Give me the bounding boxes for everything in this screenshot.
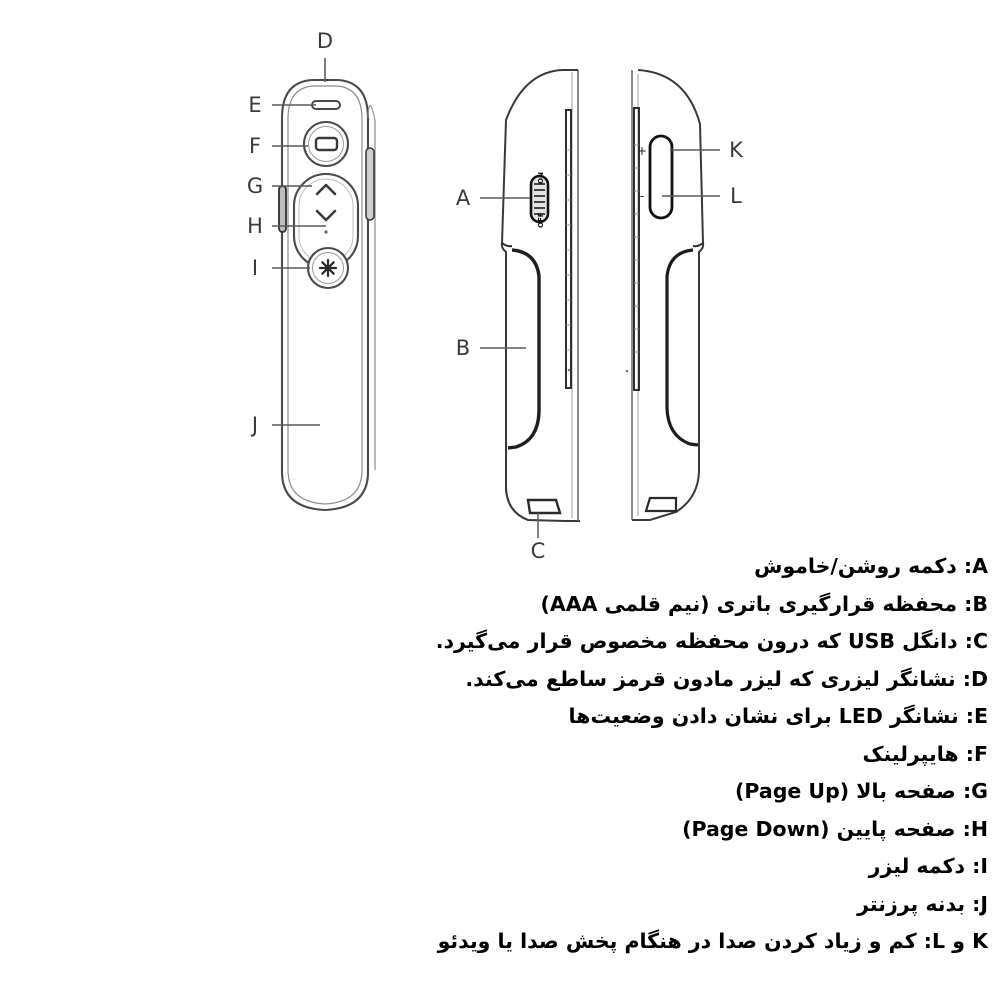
legend-item-kl: K و L: کم و زیاد کردن صدا در هنگام پخش صدا یا ویدئو [437,929,988,953]
callout-label-G: G [246,174,264,198]
volume-up-symbol: + [636,144,648,158]
legend-item-d: D: نشانگر لیزری که لیزر مادون قرمز ساطع می‌کند. [465,666,988,691]
back-view-group [626,70,744,520]
legend-item-b: B: محفظه قرارگیری باتری (نیم قلمی AAA) [540,591,988,616]
side-grip-strip [566,110,571,388]
legend-item-e: E: نشانگر LED برای نشان دادن وضعیت‌ها [568,704,988,728]
hyperlink-icon [316,138,337,150]
legend-item-g: G: صفحه بالا (Page Up) [735,779,988,803]
back-profile-notch [693,243,703,246]
legend-item-j: J: بدنه پرزنتر [857,891,988,916]
callout-label-D: D [316,29,334,53]
callout-label-A: A [455,186,471,210]
legend-item-a: A: دکمه روشن/خاموش [754,554,988,578]
callout-label-I: I [251,256,259,280]
power-switch-on-label: ON [537,172,545,184]
side-button-right[interactable] [366,148,374,220]
side-view-group [456,70,580,563]
back-battery-door [667,250,698,445]
callout-label-C: C [530,539,546,563]
callout-label-E: E [248,93,262,117]
legend-list [288,548,988,961]
callout-label-H: H [247,214,263,238]
back-dot-marker [626,370,629,373]
led-indicator [312,101,340,109]
front-view-group [247,29,375,510]
legend-item-i: I: دکمه لیزر [868,854,988,878]
volume-down-symbol: - [639,189,645,203]
callout-label-K: K [729,138,743,162]
side-dot-marker [568,369,571,372]
volume-rocker[interactable] [650,136,672,218]
callout-label-J: J [251,413,259,437]
battery-compartment [508,250,539,448]
back-usb-slot [646,498,676,511]
power-switch-off-label: OFF [537,212,545,228]
legend-item-c: C: دانگل USB که درون محفظه مخصوص قرار می‌گیرد. [435,629,988,653]
rocker-center-dot [324,230,327,233]
side-profile-notch [502,243,512,246]
side-button-left[interactable] [279,186,286,232]
legend-item-h: H: صفحه پایین (Page Down) [682,816,988,841]
side-profile-left [502,70,562,520]
laser-sunburst-core [325,265,331,271]
callout-label-B: B [455,336,471,360]
callout-label-L: L [730,184,742,208]
legend-item-f: F: هایپرلینک [862,741,988,766]
callout-label-F: F [248,134,262,158]
usb-dongle-slot [528,500,560,513]
